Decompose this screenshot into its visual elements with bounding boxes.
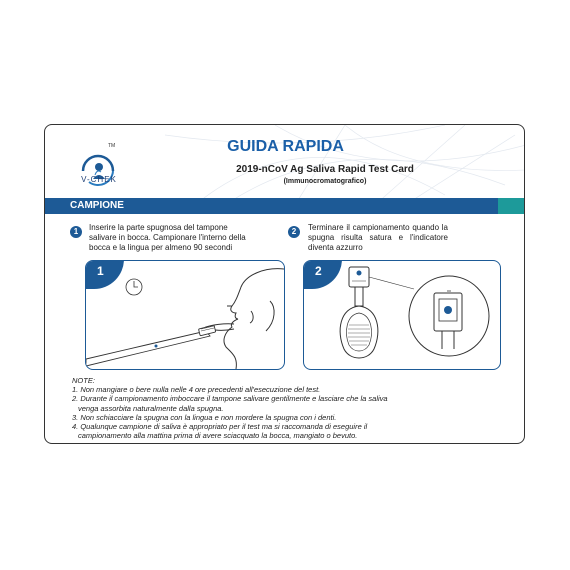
swab-device [340,267,378,358]
product-method: (Immunocromatografico) [283,178,367,185]
product-name: 2019-nCoV Ag Saliva Rapid Test Card [236,164,414,175]
step-2-badge: 2 [288,226,300,238]
saliva-swab [86,325,216,366]
brand-name: V-CHEK [81,175,117,184]
section-header-accent [498,198,525,214]
note-item: campionamento alla mattina prima di avere sciacquato la bocca, mangiato o bevuto. [78,431,358,441]
step-1-line: Inserire la parte spugnosa del tampone [89,223,228,232]
step-2-line: spugna risulta satura e l'indicatore [308,233,448,242]
step-2-illustration-panel [303,260,501,370]
clock-icon [126,279,142,295]
step-1-instructions [89,223,274,253]
section-title: CAMPIONE [70,200,124,211]
notes-title: NOTE: [72,376,95,385]
note-item: 3. Non schiacciare la spugna con la lingua e non mordere la spugna con i denti. [72,412,337,422]
page-title: GUIDA RAPIDA [227,138,344,155]
step-1-line: salivare in bocca. Campionare l'interno della [89,233,246,242]
trademark-mark: TM [108,143,116,149]
note-item: 2. Durante il campionamento imboccare il tampone salivare gentilmente e lasciare che la saliva [72,394,388,404]
swab-indicator-illustration [304,261,500,369]
step-2-line: Terminare il campionamento quando la [308,223,448,232]
note-item: 4. Qualunque campione di saliva è appropriato per il test ma si raccomanda di eseguire il [72,422,368,432]
note-item: 1. Non mangiare o bere nulla nelle 4 ore precedenti all'esecuzione del test. [72,385,321,395]
notes-section [72,376,512,440]
step-2-instructions [308,223,448,253]
note-item: venga assorbita naturalmente dalla spugna. [78,403,224,413]
step-1-illustration-panel [85,260,285,370]
indicator-zoom [409,276,489,356]
step-1-badge: 1 [70,226,82,238]
step-2-panel-label: 2 [315,264,322,278]
step-1-line: bocca e la lingua per almeno 90 secondi [89,243,233,252]
step-2-line: diventa azzurro [308,243,363,252]
person-swab-illustration [86,261,284,369]
quick-guide-card [44,124,525,444]
step-1-panel-label: 1 [97,264,104,278]
